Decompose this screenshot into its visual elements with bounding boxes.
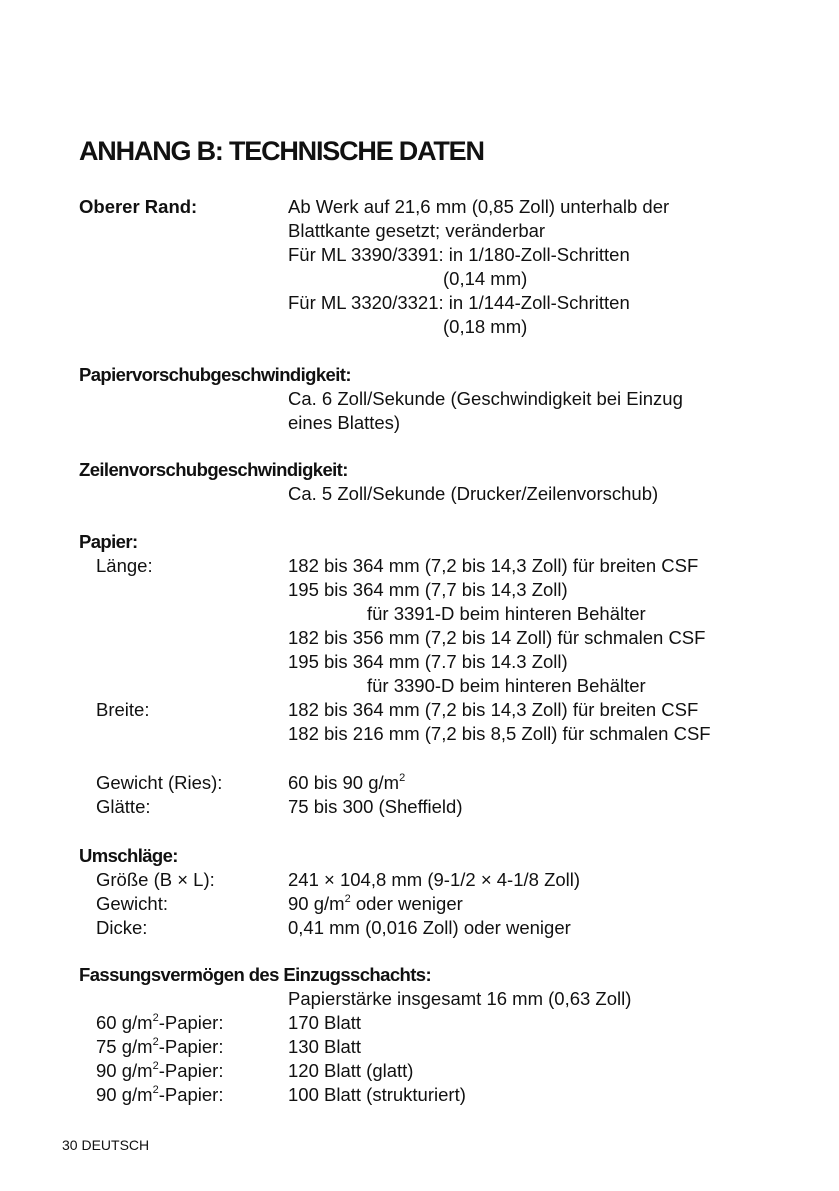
- oberer-rand-line: Ab Werk auf 21,6 mm (0,85 Zoll) unterhalb der: [288, 196, 670, 217]
- laenge-line: 182 bis 364 mm (7,2 bis 14,3 Zoll) für breiten CSF: [288, 555, 699, 576]
- fassung-row: 75 $g/m^2$-Papier: 130 Blatt: [96, 1035, 362, 1057]
- section-papier: [79, 530, 779, 746]
- section-papiervorschub: [79, 363, 779, 435]
- gewicht-ries-value: 60 bis 90 $g/m^2$: [288, 771, 406, 793]
- fassung-row: 90 $g/m^2$-Papier: 100 Blatt (strukturiert): [96, 1083, 466, 1105]
- oberer-rand-line: Für ML 3320/3321: in 1/144-Zoll-Schritten: [288, 292, 630, 313]
- page-footer: 30 DEUTSCH: [62, 1137, 150, 1153]
- breite-line: 182 bis 216 mm (7,2 bis 8,5 Zoll) für schmalen CSF: [288, 723, 711, 744]
- oberer-rand-line: (0,18 mm): [443, 316, 528, 337]
- oberer-rand-line: Für ML 3390/3391: in 1/180-Zoll-Schritten: [288, 244, 630, 265]
- laenge-line: für 3390-D beim hinteren Behälter: [367, 675, 646, 696]
- laenge-line: 195 bis 364 mm (7,7 bis 14,3 Zoll): [288, 579, 568, 600]
- dicke-label: Dicke:: [96, 917, 148, 938]
- dicke-value: 0,41 mm (0,016 Zoll) oder weniger: [288, 917, 571, 938]
- zeilenvorschub-line: Ca. 5 Zoll/Sekunde (Drucker/Zeilenvorschub): [288, 483, 659, 504]
- glaette-label: Glätte:: [96, 796, 151, 817]
- section-umschlaege: [79, 844, 779, 940]
- laenge-line: für 3391-D beim hinteren Behälter: [367, 603, 646, 624]
- laenge-line: 182 bis 356 mm (7,2 bis 14 Zoll) für schmalen CSF: [288, 627, 706, 648]
- gewicht-ries-label: Gewicht (Ries):: [96, 772, 223, 793]
- page-title: ANHANG B: TECHNISCHE DATEN: [79, 136, 484, 166]
- umschlag-gewicht-value: 90 $g/m^2$ oder weniger: [288, 892, 463, 914]
- papiervorschub-line: eines Blattes): [288, 412, 401, 433]
- fassung-intro: Papierstärke insgesamt 16 mm (0,63 Zoll): [288, 988, 632, 1009]
- fassung-row: 90 $g/m^2$-Papier: 120 Blatt (glatt): [96, 1059, 414, 1081]
- section-oberer-rand: [79, 195, 779, 339]
- section-zeilenvorschub: [79, 458, 779, 506]
- laenge-line: 195 bis 364 mm (7.7 bis 14.3 Zoll): [288, 651, 568, 672]
- papier-label: Papier:: [79, 531, 138, 552]
- umschlaege-label: Umschläge:: [79, 845, 178, 866]
- section-papier-details: [79, 771, 779, 819]
- oberer-rand-label: Oberer Rand:: [79, 196, 198, 217]
- oberer-rand-line: Blattkante gesetzt; veränderbar: [288, 220, 546, 241]
- breite-label: Breite:: [96, 699, 150, 720]
- laenge-label: Länge:: [96, 555, 153, 576]
- breite-line: 182 bis 364 mm (7,2 bis 14,3 Zoll) für breiten CSF: [288, 699, 699, 720]
- zeilenvorschub-label: Zeilenvorschubgeschwindigkeit:: [79, 459, 348, 480]
- fassung-row: 60 $g/m^2$-Papier: 170 Blatt: [96, 1011, 362, 1033]
- oberer-rand-line: (0,14 mm): [443, 268, 528, 289]
- groesse-label: Größe (B × L):: [96, 869, 215, 890]
- groesse-value: 241 × 104,8 mm (9-1/2 × 4-1/8 Zoll): [288, 869, 581, 890]
- papiervorschub-label: Papiervorschubgeschwindigkeit:: [79, 364, 351, 385]
- fassung-label: Fassungsvermögen des Einzugsschachts:: [79, 964, 432, 985]
- umschlag-gewicht-label: Gewicht:: [96, 893, 168, 914]
- papiervorschub-line: Ca. 6 Zoll/Sekunde (Geschwindigkeit bei Einzug: [288, 388, 683, 409]
- glaette-value: 75 bis 300 (Sheffield): [288, 796, 463, 817]
- section-fassungsvermoegen: [79, 963, 779, 1107]
